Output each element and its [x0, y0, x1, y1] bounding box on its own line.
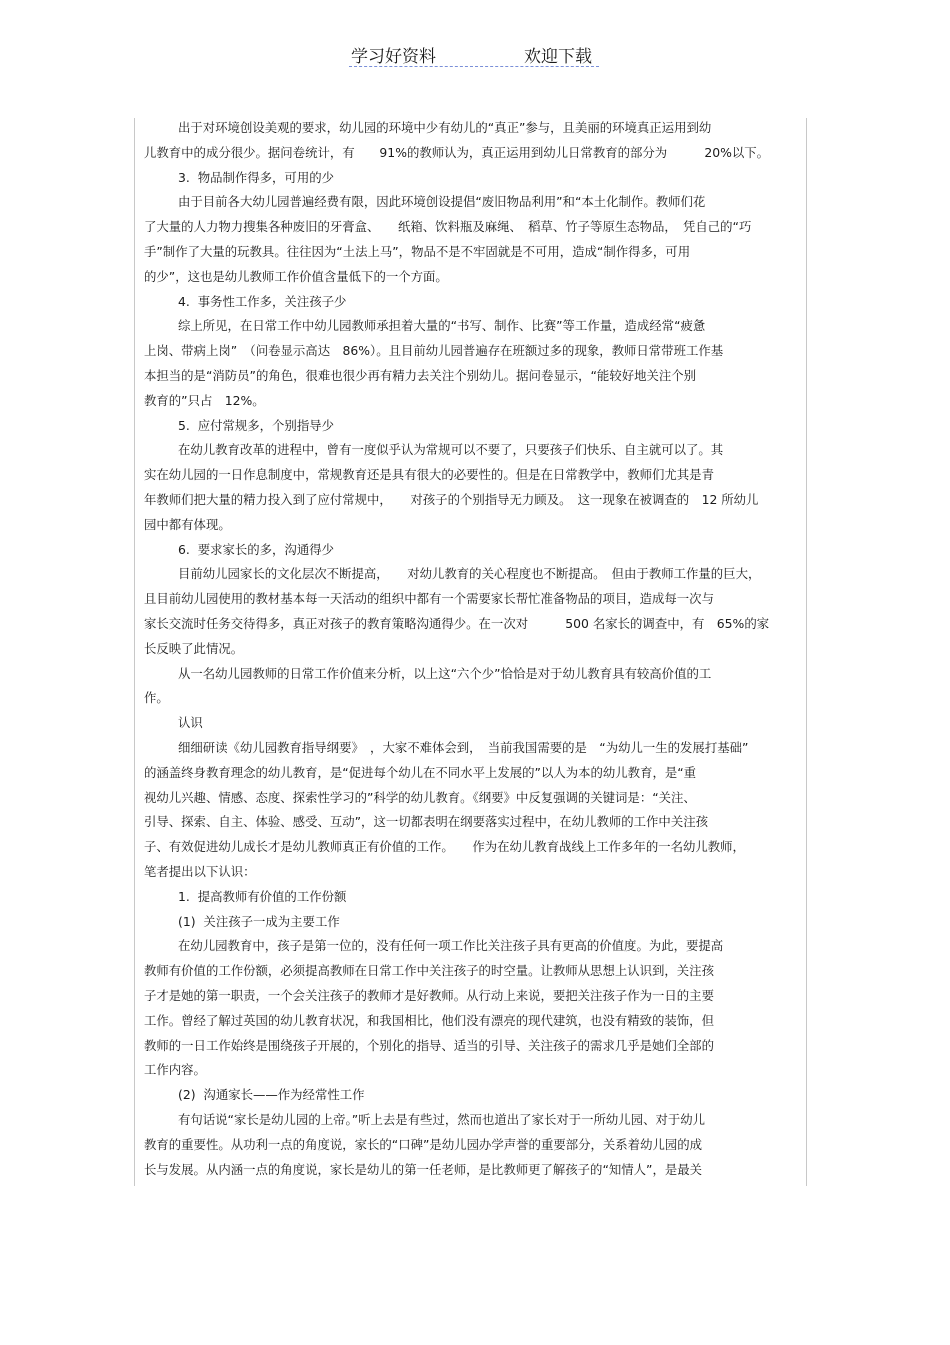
body-line: 实在幼儿园的一日作息制度中，常规教育还是具有很大的必要性的。但是在日常教学中，教师们尤其是青	[144, 467, 714, 483]
body-line: 且目前幼儿园使用的教材基本每一天活动的组织中都有一个需要家长帮忙准备物品的项目，造成每一次与	[144, 591, 714, 607]
body-line: 上岗、带病上岗” （问卷显示高达 86%）。且目前幼儿园普遍存在班额过多的现象，教师日常带班工作基	[144, 343, 724, 359]
header-left-text: 学习好资料	[351, 47, 436, 67]
body-line: 手”制作了大量的玩教具。往往因为“土法上马”，物品不是不牢固就是不可用，造成“制作得多，可用	[144, 244, 691, 259]
body-line: 目前幼儿园家长的文化层次不断提高， 对幼儿教育的关心程度也不断提高。 但由于教师工作量的巨大，	[178, 566, 761, 582]
section-heading: 4. 事务性工作多，关注孩子少	[178, 293, 347, 309]
body-line: 本担当的是“消防员”的角色，很难也很少再有精力去关注个别幼儿。据问卷显示，“能较好地关注个别	[144, 368, 697, 383]
body-line: 出于对环境创设美观的要求，幼儿园的环境中少有幼儿的“真正”参与，且美丽的环境真正运用到幼	[178, 120, 712, 135]
body-line: 的涵盖终身教育理念的幼儿教育，是“促进每个幼儿在不同水平上发展的”以人为本的幼儿教育，是“重	[144, 764, 697, 780]
body-line: 作。	[144, 690, 169, 706]
section-heading: 5. 应付常规多，个别指导少	[178, 417, 334, 433]
body-line: 儿教育中的成分很少。据问卷统计，有 91%的教师认为，真正运用到幼儿日常教育的部分为 20%以下。	[144, 144, 770, 160]
header-right-text: 欢迎下载	[524, 47, 592, 67]
body-line: 长与发展。从内涵一点的角度说，家长是幼儿的第一任老师，是比教师更了解孩子的“知情人”，是最关	[144, 1161, 703, 1177]
section-heading: 3. 物品制作得多，可用的少	[178, 169, 334, 185]
subsection-heading: (1) 关注孩子一成为主要工作	[178, 913, 340, 929]
body-line: 教育的”只占 12%。	[144, 392, 265, 408]
body-line: 在幼儿教育改革的进程中，曾有一度似乎认为常规可以不要了，只要孩子们快乐、自主就可以了。其	[178, 442, 724, 458]
body-line: 综上所见，在日常工作中幼儿园教师承担着大量的“书写、制作、比赛”等工作量，造成经常“疲惫	[178, 318, 706, 334]
body-line: 的少”，这也是幼儿教师工作价值含量低下的一个方面。	[144, 268, 448, 284]
body-line: 教育的重要性。从功利一点的角度说，家长的“口碑”是幼儿园办学声誉的重要部分，关系着幼儿园的成	[144, 1136, 703, 1152]
body-line: 子才是她的第一职责，一个会关注孩子的教师才是好教师。从行动上来说，要把关注孩子作为一日的主要	[144, 988, 714, 1003]
body-line: 工作内容。	[144, 1062, 206, 1078]
section-heading: 认识	[178, 715, 203, 731]
body-line: 视幼儿兴趣、情感、态度、探索性学习的”科学的幼儿教育。《纲要》中反复强调的关键词是：“关注、	[144, 789, 696, 805]
page-header	[349, 40, 599, 67]
body-line: 教师有价值的工作份额，必须提高教师在日常工作中关注孩子的时空量。让教师从思想上认识到，关注孩	[144, 963, 714, 979]
body-line: 工作。曾经了解过英国的幼儿教育状况，和我国相比，他们没有漂亮的现代建筑，也没有精致的装饰，但	[144, 1012, 714, 1028]
right-margin-rule	[806, 118, 807, 1186]
body-line: 教师的一日工作始终是围绕孩子开展的，个别化的指导、适当的引导、关注孩子的需求几乎是她们全部的	[144, 1037, 714, 1053]
body-line: 在幼儿园教育中，孩子是第一位的，没有任何一项工作比关注孩子具有更高的价值度。为此，要提高	[178, 938, 724, 954]
section-heading: 1. 提高教师有价值的工作份额	[178, 888, 347, 904]
body-line: 长反映了此情况。	[144, 640, 244, 656]
body-line: 子、有效促进幼儿成长才是幼儿教师真正有价值的工作。 作为在幼儿教育战线上工作多年的一名幼儿教师，	[144, 839, 745, 855]
subsection-heading: (2) 沟通家长——作为经常性工作	[178, 1087, 365, 1103]
section-heading: 6. 要求家长的多，沟通得少	[178, 541, 334, 557]
body-line: 引导、探索、自主、体验、感受、互动”，这一切都表明在纲要落实过程中，在幼儿教师的工作中关注孩	[144, 814, 708, 830]
body-line: 从一名幼儿园教师的日常工作价值来分析，以上这“六个少”恰恰是对于幼儿教育具有较高价值的工	[178, 665, 712, 681]
body-line: 笔者提出以下认识：	[144, 864, 256, 879]
body-line: 年教师们把大量的精力投入到了应付常规中， 对孩子的个别指导无力顾及。 这一现象在被调查的 12 所幼儿	[144, 492, 759, 507]
body-line: 了大量的人力物力搜集各种废旧的牙膏盒、 纸箱、饮料瓶及麻绳、 稻草、竹子等原生态物品， 凭自己的“巧	[144, 219, 752, 235]
body-line: 细细研读《幼儿园教育指导纲要》 ，大家不难体会到， 当前我国需要的是 “为幼儿一生的发展打基础”	[178, 740, 749, 755]
body-line: 有句话说“家长是幼儿园的上帝。”听上去是有些过，然而也道出了家长对于一所幼儿园、对于幼儿	[178, 1112, 706, 1127]
body-line: 园中都有体现。	[144, 516, 231, 532]
body-line: 由于目前各大幼儿园普遍经费有限，因此环境创设提倡“废旧物品利用”和“本土化制作。教师们花	[178, 194, 706, 210]
body-line: 家长交流时任务交待得多，真正对孩子的教育策略沟通得少。在一次对 500 名家长的调查中，有 65%的家	[144, 616, 770, 631]
left-margin-rule	[134, 118, 135, 1186]
